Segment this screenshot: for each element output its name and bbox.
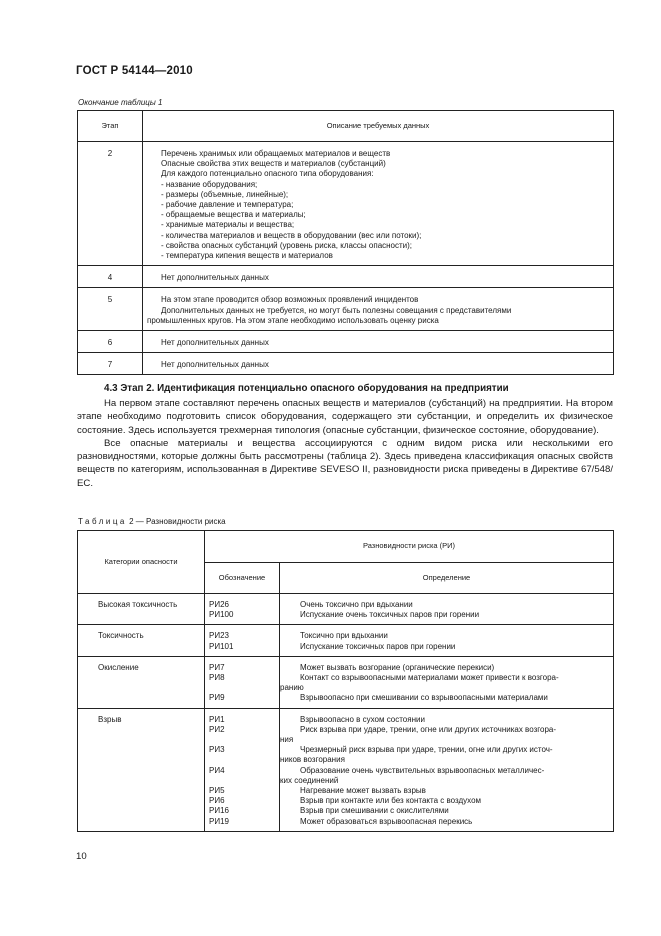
- risk-definition: Риск взрыва при ударе, трении, огне или других источниках возгора-: [300, 724, 556, 734]
- risk-definition-cont: ранию: [280, 683, 304, 693]
- definition-cell: [280, 708, 614, 831]
- table1-row: [78, 288, 614, 331]
- table1-desc-cell: [143, 266, 614, 288]
- risk-definition-cont: ников возгорания: [280, 755, 345, 765]
- table1-header-desc: Описание требуемых данных: [143, 111, 614, 142]
- table2: [77, 530, 614, 832]
- paragraph: Все опасные материалы и вещества ассоциируются с одним видом риска или несколькими его разновидностями, которые должны быть рассмотрены (таблица 2). Здесь приведена классификация опасных свойств веществ по категориям, использованная в Директиве SEVESO II, разновидности риска приведены в Директиве 67/548/ЕС.: [77, 437, 613, 489]
- desc-line: - свойства опасных субстанций (уровень риска, классы опасности);: [161, 240, 413, 250]
- risk-definition: Взрывоопасно в сухом состоянии: [300, 714, 425, 724]
- risk-code: РИ1: [209, 714, 225, 724]
- table1-stage-cell: 7: [78, 353, 143, 375]
- risk-definition: Чрезмерный риск взрыва при ударе, трении, огне или других источ-: [300, 745, 553, 755]
- risk-code: РИ8: [209, 673, 225, 683]
- risk-definition: Испускание токсичных паров при горении: [300, 641, 456, 651]
- risk-code: РИ101: [209, 641, 234, 651]
- table2-group-row: [78, 708, 614, 831]
- table2-header-group: Разновидности риска (РИ): [205, 531, 614, 563]
- risk-definition: Образование очень чувствительных взрывоопасных металличес-: [300, 765, 545, 775]
- section-title: 4.3 Этап 2. Идентификация потенциально опасного оборудования на предприятии: [104, 383, 509, 394]
- table1-stage-cell: 2: [78, 142, 143, 266]
- category-cell: Взрыв: [78, 708, 205, 831]
- definition-cell: [280, 625, 614, 656]
- risk-definition: Взрывоопасно при смешивании со взрывоопасными материалами: [300, 693, 548, 703]
- risk-definition: Взрыв при смешивании с окислителями: [300, 806, 449, 816]
- risk-code: РИ23: [209, 631, 229, 641]
- table1-row: [78, 266, 614, 288]
- code-cell: [205, 625, 280, 656]
- desc-line: - рабочие давление и температура;: [161, 200, 294, 210]
- paragraph: На первом этапе составляют перечень опасных веществ и материалов (субстанций) на предприятии. На втором этапе необходимо подготовить список оборудования, содержащего эти субстанции, и определить их физическое состояние. Здесь используется трехмерная типология (опасные субстанции, физическое состояние, оборудование).: [77, 398, 613, 436]
- table2-group-row: [78, 625, 614, 656]
- category-cell: Высокая токсичность: [78, 594, 205, 625]
- risk-definition: Токсично при вдыхании: [300, 631, 388, 641]
- table1-header-stage: Этап: [78, 111, 143, 142]
- risk-definition: Взрыв при контакте или без контакта с воздухом: [300, 796, 482, 806]
- code-cell: [205, 708, 280, 831]
- code-cell: [205, 594, 280, 625]
- table2-caption-prefix: Таблица: [78, 517, 127, 526]
- standard-header: ГОСТ Р 54144—2010: [76, 65, 193, 77]
- risk-definition: Нагревание может вызвать взрыв: [300, 786, 426, 796]
- desc-line: Нет дополнительных данных: [161, 338, 269, 348]
- table1-row: [78, 353, 614, 375]
- desc-line: Нет дополнительных данных: [161, 273, 269, 283]
- page-number: 10: [76, 851, 87, 862]
- risk-code: РИ6: [209, 796, 225, 806]
- table2-caption-rest: 2 — Разновидности риска: [129, 517, 226, 526]
- desc-line: - количества материалов и веществ в оборудовании (вес или потоки);: [161, 230, 422, 240]
- table1-stage-cell: 6: [78, 331, 143, 353]
- table1-desc-cell: [143, 142, 614, 266]
- risk-code: РИ2: [209, 724, 225, 734]
- table2-header-code: Обозначение: [205, 562, 280, 594]
- table1-caption: Окончание таблицы 1: [78, 98, 163, 107]
- table2-header-category: Категории опасности: [78, 531, 205, 594]
- table2-group-row: [78, 656, 614, 708]
- desc-line: - размеры (объемные, линейные);: [161, 189, 289, 199]
- risk-definition: Может образоваться взрывоопасная перекись: [300, 816, 473, 826]
- desc-line: - название оборудования;: [161, 179, 258, 189]
- definition-cell: [280, 656, 614, 708]
- definition-cell: [280, 594, 614, 625]
- desc-line: - обращаемые вещества и материалы;: [161, 210, 306, 220]
- risk-code: РИ16: [209, 806, 229, 816]
- risk-definition-cont: ких соединений: [280, 775, 339, 785]
- desc-line: - хранимые материалы и вещества;: [161, 220, 295, 230]
- desc-line: Дополнительных данных не требуется, но могут быть полезны совещания с представителями: [161, 305, 512, 315]
- category-cell: Окисление: [78, 656, 205, 708]
- risk-definition: Испускание очень токсичных паров при горении: [300, 610, 480, 620]
- risk-code: РИ9: [209, 693, 225, 703]
- risk-definition: Может вызвать возгорание (органические перекиси): [300, 662, 495, 672]
- desc-line: Перечень хранимых или обращаемых материалов и веществ: [161, 149, 391, 158]
- table1-stage-cell: 4: [78, 266, 143, 288]
- table1-desc-cell: [143, 331, 614, 353]
- risk-code: РИ4: [209, 765, 225, 775]
- table2-group-row: [78, 594, 614, 625]
- risk-code: РИ26: [209, 600, 229, 609]
- risk-code: РИ7: [209, 662, 225, 672]
- code-cell: [205, 656, 280, 708]
- risk-code: РИ3: [209, 745, 225, 755]
- risk-code: РИ5: [209, 786, 225, 796]
- desc-line: Нет дополнительных данных: [161, 360, 269, 370]
- table1-row: [78, 142, 614, 266]
- table2-header-row: [78, 531, 614, 563]
- risk-definition: Контакт со взрывоопасными материалами может привести к возгора-: [300, 673, 559, 683]
- table1-desc-cell: [143, 288, 614, 331]
- table1-row: [78, 331, 614, 353]
- table1-header-row: [78, 111, 614, 142]
- table1: [77, 110, 614, 375]
- risk-code: РИ100: [209, 610, 234, 620]
- desc-line: На этом этапе проводится обзор возможных проявлений инцидентов: [161, 295, 419, 305]
- desc-line: - температура кипения веществ и материалов: [161, 251, 333, 261]
- table2-caption: [78, 517, 226, 526]
- desc-line: Для каждого потенциально опасного типа оборудования:: [161, 169, 374, 179]
- risk-code: РИ19: [209, 816, 229, 826]
- table2-header-def: Определение: [280, 562, 614, 594]
- risk-definition-cont: ния: [280, 735, 294, 745]
- table1-desc-cell: [143, 353, 614, 375]
- table1-stage-cell: 5: [78, 288, 143, 331]
- desc-line: Опасные свойства этих веществ и материалов (субстанций): [161, 159, 386, 169]
- category-cell: Токсичность: [78, 625, 205, 656]
- risk-definition: Очень токсично при вдыхании: [300, 600, 413, 609]
- section-body: [77, 397, 613, 490]
- desc-line: промышленных кругов. На этом этапе необходимо использовать оценку риска: [147, 315, 439, 325]
